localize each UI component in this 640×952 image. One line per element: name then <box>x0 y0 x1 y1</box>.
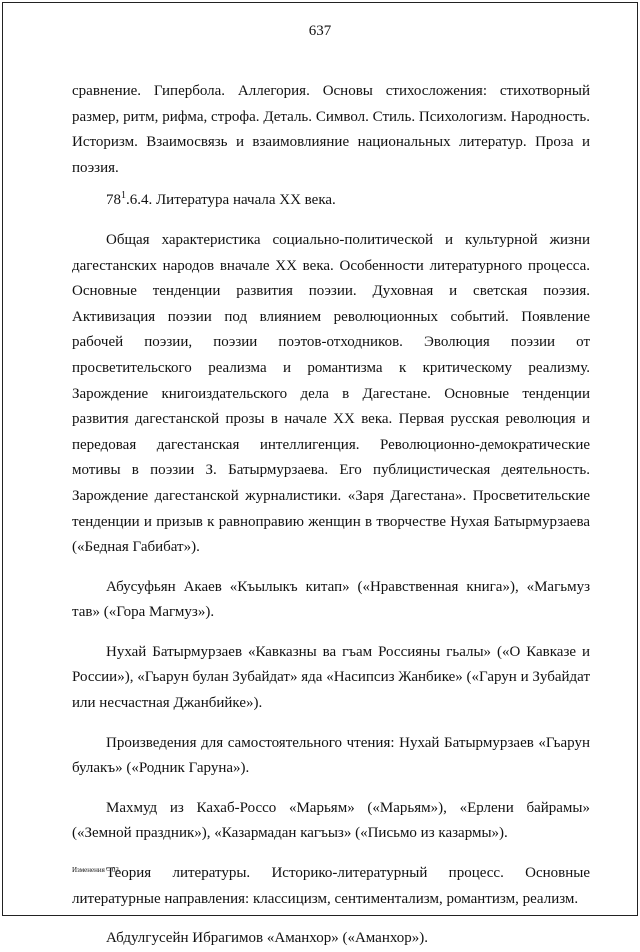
page-number: 637 <box>308 23 332 39</box>
paragraph-batyrmurzaev: Нухай Батырмурзаев «Кавказны ва гъам Россияны гьалы» («О Кавказе и России»), «Гьарун булан Зубайдат» яда «Насипсиз Жанбике» («Гарун и Зубайдат или несчастная Джанбийке»). <box>72 643 590 712</box>
paragraph-ibragimov: Абдулгусейн Ибрагимов «Аманхор» («Аманхор»). <box>106 930 429 947</box>
section-heading <box>72 183 590 214</box>
revision-footer: Изменения – 03 <box>72 866 119 874</box>
paragraph-akaev: Абусуфьян Акаев «Къылыкъ китап» («Нравственная книга»), «Магьмуз тав» («Гора Магмуз»). <box>72 578 590 621</box>
paragraph-overview: Общая характеристика социально-политической и культурной жизни дагестанских народов вначале XX века. Особенности литературного процесса. Основные тенденции развития поэзии. Духовная и светская поэзия. Активизация поэзии под влиянием революционных событий. Появление рабочей поэзии, поэзии поэтов-отходников. Эволюция поэзии от просветительского реализма и романтизма к критическому реализму. Зарождение книгоиздательского дела в Дагестане. Основные тенденции развития дагестанской прозы в начале XX века. Первая русская революция и передовая дагестанская интеллигенция. Революционно-демократические мотивы в поэзии З. Батырмурзаева. Его публицистическая деятельность. Зарождение дагестанской журналистики. «Заря Дагестана». Просветительские тенденции и призыв к равноправию женщин в творчестве Нухая Батырмурзаева («Бедная Габибат»). <box>72 231 590 556</box>
paragraph-self-reading: Произведения для самостоятельного чтения: Нухай Батырмурзаев «Гьарун булакъ» («Родник Гаруна»). <box>72 734 590 777</box>
section-superscript: 1 <box>121 190 126 202</box>
paragraph-makhmud: Махмуд из Кахаб-Россо «Марьям» («Марьям»), «Ерлени байрамы» («Земной праздник»), «Казармадан кагъыз» («Письмо из казармы»). <box>72 799 590 842</box>
paragraph-intro: сравнение. Гипербола. Аллегория. Основы стихосложения: стихотворный размер, ритм, рифма, строфа. Деталь. Символ. Стиль. Психологизм. Народность. Историзм. Взаимосвязь и взаимовлияние национальных литератур. Проза и поэзия. <box>72 83 590 176</box>
document-body <box>72 79 590 952</box>
paragraph-theory: Теория литературы. Историко-литературный процесс. Основные литературные направления: классицизм, сентиментализм, романтизм, реализм. <box>72 865 590 907</box>
section-title: .6.4. Литература начала XX века. <box>126 192 336 209</box>
section-number: 78 <box>106 192 121 209</box>
